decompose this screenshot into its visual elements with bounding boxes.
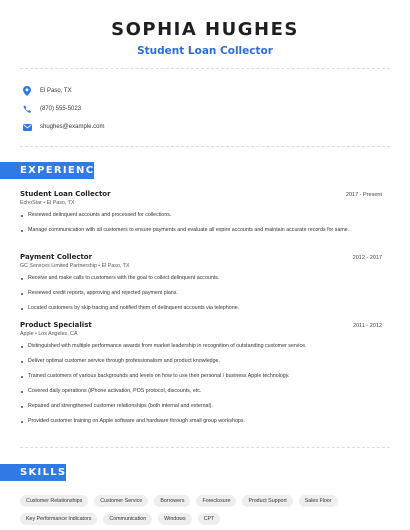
header-divider <box>20 68 390 69</box>
job-bullet: Receive and make calls to customers with the goal to collect delinquent accounts. <box>20 275 382 283</box>
job-bullet: Located customers by skip tracing and notified them of delinquent accounts via telephone. <box>20 305 382 313</box>
job-entry <box>20 321 382 433</box>
email-icon <box>22 122 32 132</box>
job-bullet: Reviewed delinquent accounts and processed for collections. <box>20 212 382 220</box>
contact-location <box>22 82 104 100</box>
contact-phone <box>22 100 104 118</box>
skill-chip: Foreclosure <box>196 495 236 507</box>
skill-chip: Windows <box>158 513 192 525</box>
job-entry <box>20 253 382 320</box>
job-entry <box>20 190 382 242</box>
skill-chip: CPT <box>198 513 221 525</box>
job-bullet: Distinguished with multiple performance awards from market leadership in recognition of outstanding customer service. <box>20 343 382 351</box>
experience-heading: EXPERIENCE <box>0 162 94 179</box>
job-dates: 2012 - 2017 <box>352 255 382 261</box>
job-bullet: Provided customer training on Apple software and hardware through small group workshops. <box>20 418 382 426</box>
skill-chip: Borrowers <box>154 495 190 507</box>
job-bullets <box>20 212 382 235</box>
phone-icon <box>22 104 32 114</box>
job-bullet: Manage communication with all customers to ensure payments and evaluate all expire accounts and maintain accurate records for same. <box>20 227 382 235</box>
skill-chip: Sales Floor <box>299 495 338 507</box>
candidate-title: Student Loan Collector <box>137 45 273 57</box>
skills-heading: SKILLS <box>0 464 66 481</box>
contact-email-text: shughes@example.com <box>40 124 105 130</box>
skill-chip: Product Support <box>242 495 292 507</box>
job-title: Student Loan Collector <box>20 190 111 198</box>
skill-chip: Customer Relationships <box>20 495 88 507</box>
job-bullets <box>20 275 382 313</box>
contact-list <box>22 82 104 136</box>
skill-chip: Customer Service <box>94 495 148 507</box>
job-bullet: Trained customers of various backgrounds and levels on how to use their personal / business Apple technology. <box>20 373 382 381</box>
job-bullet: Repaired and strengthened customer relationships (both internal and external). <box>20 403 382 411</box>
contact-email <box>22 118 104 136</box>
skills-list <box>20 495 390 525</box>
job-company: Apple • Los Angeles, CA <box>20 331 78 337</box>
resume-header <box>0 0 410 57</box>
job-bullet: Deliver optimal customer service through professionalism and product knowledge. <box>20 358 382 366</box>
contact-location-text: El Paso, TX <box>40 88 72 94</box>
candidate-name: SOPHIA HUGHES <box>111 19 299 40</box>
job-bullet: Covered daily operations (iPhone activation, POS protocol, discounts, etc. <box>20 388 382 396</box>
location-pin-icon <box>22 86 32 96</box>
job-bullet: Reviewed credit reports, approving and rejected payment plans. <box>20 290 382 298</box>
job-dates: 2017 - Present <box>345 192 382 198</box>
job-dates: 2011 - 2012 <box>353 323 382 329</box>
job-bullets <box>20 343 382 426</box>
contact-phone-text: (870) 555-5023 <box>40 106 82 112</box>
experience-divider <box>20 447 390 448</box>
contact-divider <box>20 146 390 147</box>
job-title: Product Specialist <box>20 321 92 329</box>
job-company: EchoStar • El Paso, TX <box>20 200 75 206</box>
job-company: GC Services Limited Partnership • El Paso, TX <box>20 263 130 269</box>
skill-chip: Communication <box>103 513 152 525</box>
job-title: Payment Collector <box>20 253 93 261</box>
skill-chip: Key Performance Indicators <box>20 513 97 525</box>
